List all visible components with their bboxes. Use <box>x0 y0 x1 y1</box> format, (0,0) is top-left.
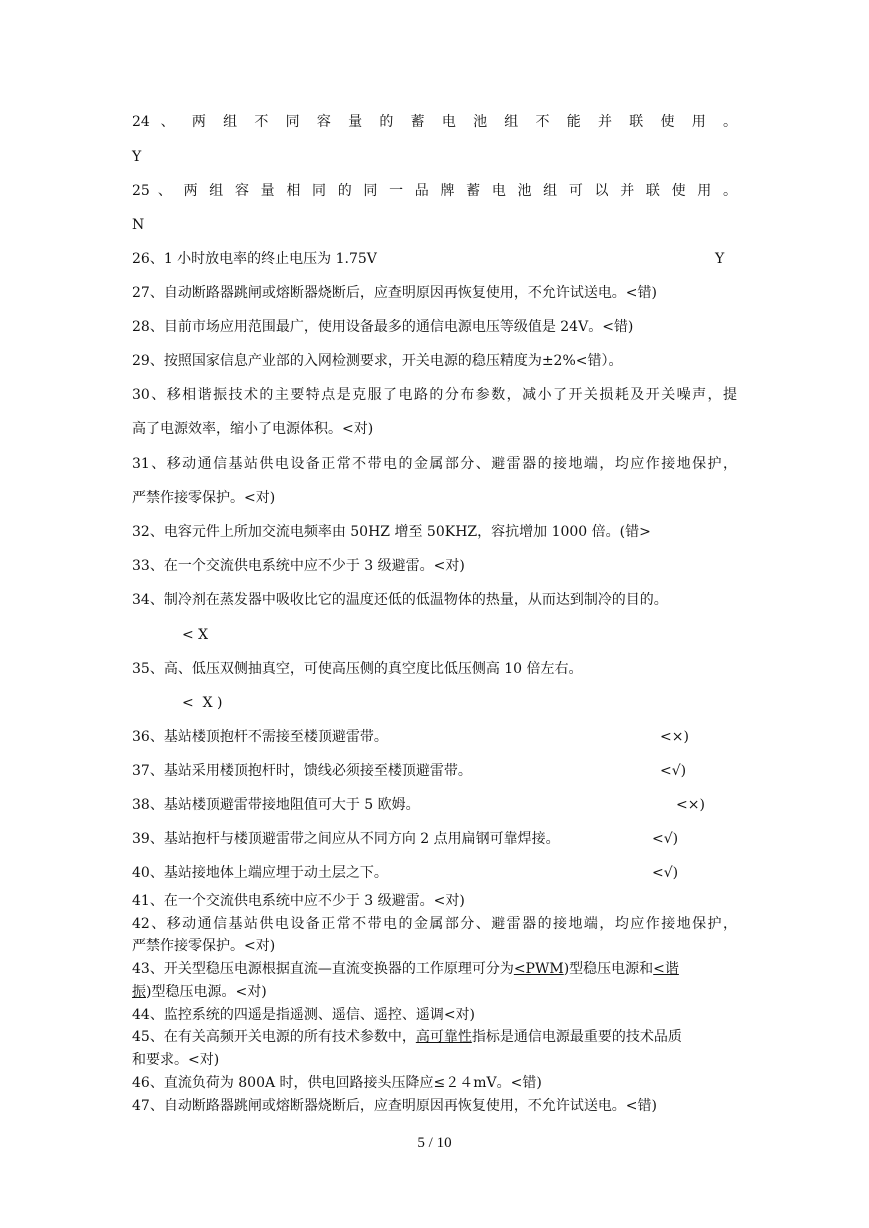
item-44: 44、监控系统的四遥是指遥测、遥信、遥控、遥调<对) <box>132 1007 476 1023</box>
item-43-pwm: <PWM <box>513 961 564 977</box>
item-46: 46、直流负荷为 800A 时，供电回路接头压降应≤２４mV。<错) <box>132 1075 542 1091</box>
item-31-line1: 31、移动通信基站供电设备正常不带电的金属部分、避雷器的接地端，均应作接地保护， <box>132 456 737 472</box>
item-36-answer: <×) <box>660 729 689 745</box>
item-26-answer: Y <box>715 251 725 267</box>
item-25: 25 、 两 组 容 量 相 同 的 同 一 品 牌 蓄 电 池 组 可 以 并 联 使 用 。 <box>132 183 737 199</box>
item-37: 37、基站采用楼顶抱杆时，馈线必须接至楼顶避雷带。 <box>132 763 472 779</box>
item-38-answer: <×) <box>676 797 705 813</box>
item-45-underlined: 高可靠性 <box>415 1029 472 1045</box>
item-40: 40、基站接地体上端应埋于动土层之下。 <box>132 865 388 881</box>
item-37-answer: <√) <box>660 763 687 779</box>
item-31-line2: 严禁作接零保护。<对) <box>132 490 276 506</box>
item-34-answer: < X <box>182 627 209 643</box>
item-30-line2: 高了电源效率，缩小了电源体积。<对) <box>132 421 374 437</box>
item-33: 33、在一个交流供电系统中应不少于 3 级避雷。<对) <box>132 558 465 574</box>
item-38: 38、基站楼顶避雷带接地阻值可大于 5 欧姆。 <box>132 797 420 813</box>
item-47: 47、自动断路器跳闸或熔断器烧断后，应查明原因再恢复使用，不允许试送电。<错) <box>132 1098 658 1114</box>
item-41: 41、在一个交流供电系统中应不少于 3 级避雷。<对) <box>132 893 465 909</box>
item-30-line1: 30、移相谐振技术的主要特点是克服了电路的分布参数，减小了开关损耗及开关噪声，提 <box>132 387 737 403</box>
item-39: 39、基站抱杆与楼顶避雷带之间应从不同方向 2 点用扁钢可靠焊接。 <box>132 831 560 847</box>
item-25-answer: N <box>132 217 145 233</box>
item-34: 34、制冷剂在蒸发器中吸收比它的温度还低的低温物体的热量，从而达到制冷的目的。 <box>132 592 668 608</box>
item-24-answer: Y <box>132 149 142 165</box>
item-45-line1 <box>132 1029 682 1046</box>
item-43-line2 <box>132 984 267 1001</box>
item-26: 26、1 小时放电率的终止电压为 1.75V <box>132 251 377 267</box>
item-43-text-a: 43、开关型稳压电源根据直流—直流变换器的工作原理可分为 <box>132 961 514 977</box>
item-39-answer: <√) <box>652 831 679 847</box>
item-36: 36、基站楼顶抱杆不需接至楼顶避雷带。 <box>132 729 388 745</box>
item-43-text-b: )型稳压电源和 <box>563 961 654 977</box>
item-27: 27、自动断路器跳闸或熔断器烧断后，应查明原因再恢复使用，不允许试送电。<错) <box>132 285 658 301</box>
page-number: 5 / 10 <box>417 1135 452 1151</box>
item-40-answer: <√) <box>652 865 679 881</box>
item-32: 32、电容元件上所加交流电频率由 50HZ 增至 50KHZ，容抗增加 1000 倍。(错> <box>132 524 651 540</box>
item-42-line1: 42、移动通信基站供电设备正常不带电的金属部分、避雷器的接地端，均应作接地保护， <box>132 916 737 932</box>
item-45-text-a: 45、在有关高频开关电源的所有技术参数中， <box>132 1029 416 1045</box>
item-43-resonant-cont: 振 <box>132 984 146 1000</box>
item-29: 29、按照国家信息产业部的入网检测要求，开关电源的稳压精度为±2%<错）。 <box>132 353 623 369</box>
item-45-line2: 和要求。<对) <box>132 1052 220 1068</box>
item-43-line1 <box>132 961 679 978</box>
item-42-line2: 严禁作接零保护。<对) <box>132 938 276 954</box>
item-35-answer: < X ) <box>182 695 223 711</box>
item-43-text-c: )型稳压电源。<对) <box>146 984 267 1000</box>
item-24: 24 、 两 组 不 同 容 量 的 蓄 电 池 组 不 能 并 联 使 用 。 <box>132 114 737 130</box>
item-45-text-b: 指标是通信电源最重要的技术品质 <box>471 1029 682 1045</box>
item-35: 35、高、低压双侧抽真空，可使高压侧的真空度比低压侧高 10 倍左右。 <box>132 661 583 677</box>
item-28: 28、目前市场应用范围最广，使用设备最多的通信电源电压等级值是 24V。<错) <box>132 319 634 335</box>
item-43-resonant: <谐 <box>653 961 679 977</box>
